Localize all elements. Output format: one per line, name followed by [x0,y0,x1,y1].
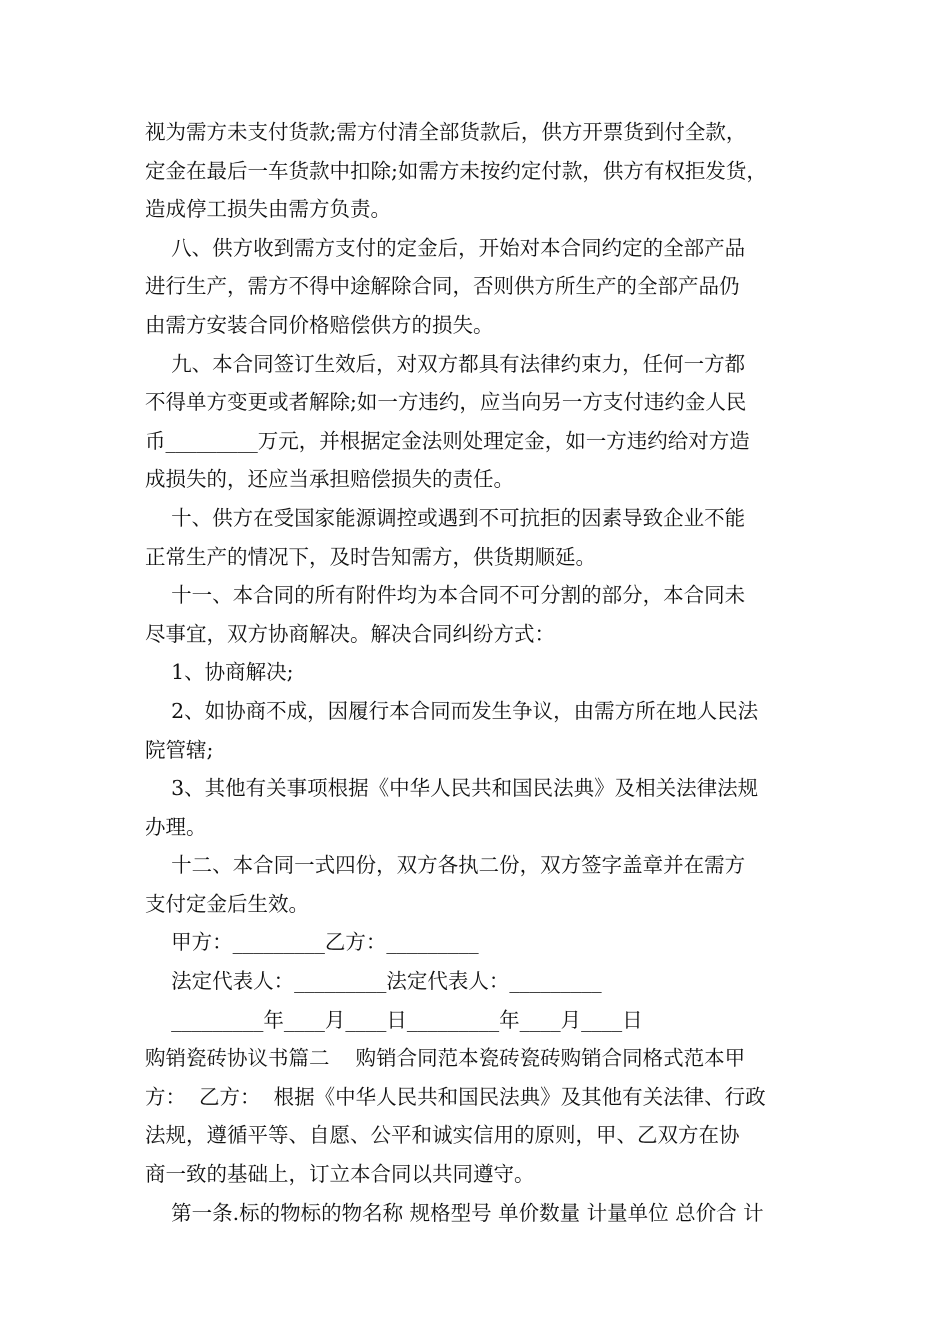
text-line: 八、供方收到需方支付的定金后，开始对本合同约定的全部产品 [145,235,746,260]
text-line: 造成停工损失由需方负责。 [145,197,391,222]
text-line: 法规，遵循平等、自愿、公平和诚实信用的原则，甲、乙双方在协 [145,1123,740,1148]
signature-line-parties: 甲方：_________乙方：_________ [145,930,479,955]
text-line: 3、其他有关事项根据《中华人民共和国民法典》及相关法律法规 [145,776,759,801]
text-line: 1、协商解决; [145,660,294,685]
text-line: 进行生产，需方不得中途解除合同，否则供方所生产的全部产品仍 [145,274,740,299]
signature-line-dates: _________年____月____日_________年____月____日 [145,1007,643,1032]
text-line: 十一、本合同的所有附件均为本合同不可分割的部分，本合同未 [145,583,746,608]
text-line: 币_________万元，并根据定金法则处理定金，如一方违约给对方造 [145,428,750,453]
text-line: 十、供方在受国家能源调控或遇到不可抗拒的因素导致企业不能 [145,505,746,530]
text-line: 视为需方未支付货款;需方付清全部货款后，供方开票货到付全款， [145,120,747,144]
signature-line-representatives: 法定代表人：_________法定代表人：_________ [145,969,602,994]
text-line: 办理。 [145,814,207,839]
section-heading-line: 购销瓷砖协议书篇二 购销合同范本瓷砖瓷砖购销合同格式范本甲 [145,1046,746,1071]
text-line: 尽事宜，双方协商解决。解决合同纠纷方式： [145,621,555,646]
text-line: 十二、本合同一式四份，双方各执二份，双方签字盖章并在需方 [145,853,746,878]
text-line: 支付定金后生效。 [145,891,309,916]
text-line: 不得单方变更或者解除;如一方违约，应当向另一方支付违约金人民 [145,390,747,415]
document-body [145,113,810,1232]
text-line: 定金在最后一车货款中扣除;如需方未按约定付款，供方有权拒发货， [145,158,767,183]
text-line: 成损失的，还应当承担赔偿损失的责任。 [145,467,514,492]
text-line: 商一致的基础上，订立本合同以共同遵守。 [145,1162,535,1187]
text-line: 院管辖; [145,737,214,762]
text-line: 2、如协商不成，因履行本合同而发生争议，由需方所在地人民法 [145,698,759,723]
text-line: 第一条.标的物标的物名称 规格型号 单价数量 计量单位 总价合 计 [145,1200,764,1225]
text-line: 方： 乙方： 根据《中华人民共和国民法典》及其他有关法律、行政 [145,1084,766,1109]
text-line: 正常生产的情况下，及时告知需方，供货期顺延。 [145,544,596,569]
text-line: 由需方安装合同价格赔偿供方的损失。 [145,312,494,337]
text-line: 九、本合同签订生效后，对双方都具有法律约束力，任何一方都 [145,351,746,376]
